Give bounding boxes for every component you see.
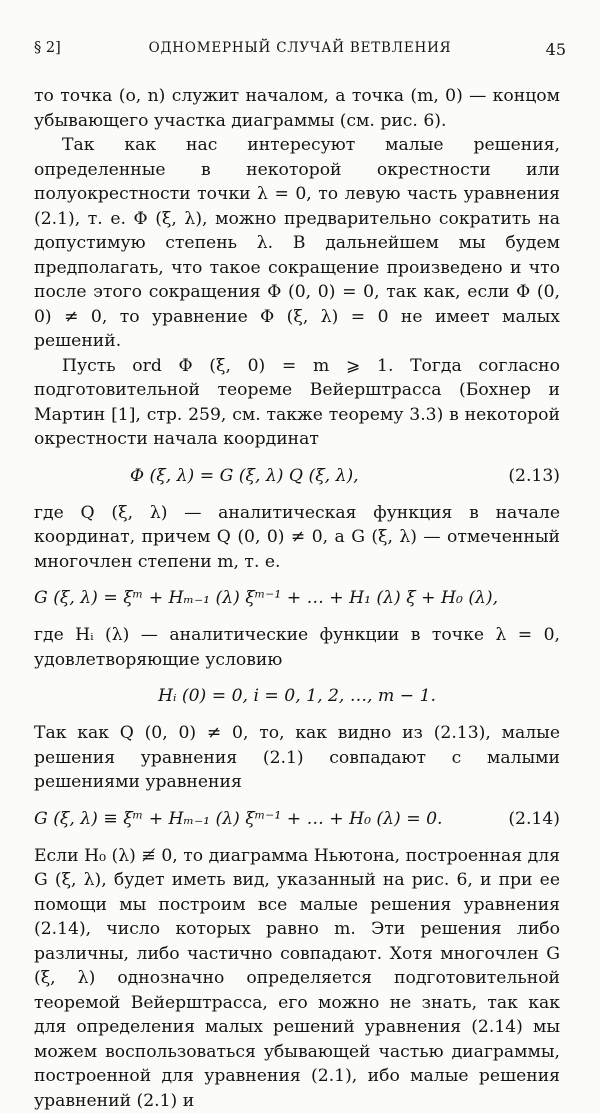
paragraph-4: где Q (ξ, λ) — аналитическая функция в начале координат, причем Q (0, 0) ≠ 0, а G (ξ, λ) — отмеченный многочлен степени m, т. е. — [34, 501, 560, 575]
equation-2-14 — [34, 803, 560, 836]
equation-2-13-expression: Φ (ξ, λ) = G (ξ, λ) Q (ξ, λ), — [130, 460, 359, 493]
running-header — [34, 40, 566, 64]
equation-2-14-expression: G (ξ, λ) ≡ ξᵐ + Hₘ₋₁ (λ) ξᵐ⁻¹ + … + H₀ (λ) = 0. — [34, 803, 560, 836]
paragraph-6: Так как Q (0, 0) ≠ 0, то, как видно из (2.13), малые решения уравнения (2.1) совпадают с малыми решениями уравнения — [34, 721, 560, 795]
section-marker: § 2] — [34, 40, 61, 56]
paragraph-7: Если H₀ (λ) ≢ 0, то диаграмма Ньютона, построенная для G (ξ, λ), будет иметь вид, указанный на рис. 6, и при ее помощи мы построим все малые решения уравнения (2.14), число которых равно m. Эти решения либо различны, либо частично совпадают. Хотя многочлен G (ξ, λ) однозначно определяется подготовительной теоремой Вейерштрасса, его можно не знать, так как для определения малых решений уравнения (2.14) мы можем воспользоваться убывающей частью диаграммы, построенной для уравнения (2.1), ибо малые решения уравнений (2.1) и — [34, 844, 560, 1113]
main-text — [34, 84, 560, 1113]
equation-conditions — [34, 680, 560, 713]
conditions-expression: Hᵢ (0) = 0, i = 0, 1, 2, …, m − 1. — [34, 680, 560, 713]
equation-2-13 — [34, 460, 560, 493]
paragraph-2: Так как нас интересуют малые решения, определенные в некоторой окрестности или полуокрестности точки λ = 0, то левую часть уравнения (2.1), т. е. Φ (ξ, λ), можно предварительно сократить на допустимую степень λ. В дальнейшем мы будем предполагать, что такое сокращение произведено и что после этого сокращения Φ (0, 0) = 0, так как, если Φ (0, 0) ≠ 0, то уравнение Φ (ξ, λ) = 0 не имеет малых решений. — [34, 133, 560, 354]
polynomial-expression: G (ξ, λ) = ξᵐ + Hₘ₋₁ (λ) ξᵐ⁻¹ + … + H₁ (λ) ξ + H₀ (λ), — [34, 582, 560, 615]
running-title: ОДНОМЕРНЫЙ СЛУЧАЙ ВЕТВЛЕНИЯ — [34, 40, 566, 56]
equation-2-14-number: (2.14) — [508, 803, 560, 836]
equation-weierstrass-polynomial — [34, 582, 560, 615]
paragraph-5: где Hᵢ (λ) — аналитические функции в точке λ = 0, удовлетворяющие условию — [34, 623, 560, 672]
equation-2-13-number: (2.13) — [508, 460, 560, 493]
paragraph-1: то точка (o, n) служит началом, а точка (m, 0) — концом убывающего участка диаграммы (см. рис. 6). — [34, 84, 560, 133]
paragraph-3: Пусть ord Φ (ξ, 0) = m ⩾ 1. Тогда согласно подготовительной теореме Вейерштрасса (Бохнер и Мартин [1], стр. 259, см. также теорему 3.3) в некоторой окрестности начала координат — [34, 354, 560, 452]
page-number: 45 — [546, 40, 566, 59]
